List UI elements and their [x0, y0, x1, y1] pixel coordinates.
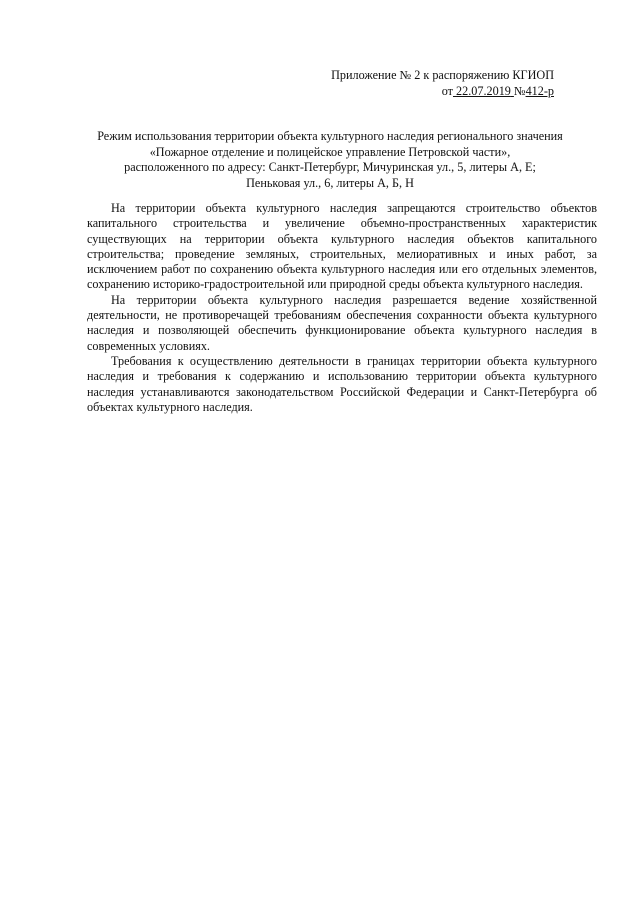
- order-date: 22.07.2019: [456, 84, 511, 98]
- document-title: [60, 129, 600, 191]
- number-prefix: №: [513, 84, 526, 98]
- title-line-1: Режим использования территории объекта культурного наследия регионального значения: [97, 129, 563, 143]
- paragraph-permissions: На территории объекта культурного наследия разрешается ведение хозяйственной деятельности, не противоречащей требованиям обеспечения сохранности объекта культурного наследия и позволяющей обеспечить функционирование объекта культурного наследия в современных условиях.: [87, 292, 597, 353]
- title-line-3: расположенного по адресу: Санкт-Петербург, Мичуринская ул., 5, литеры А, Е;: [124, 160, 536, 174]
- paragraph-requirements: Требования к осуществлению деятельности в границах территории объекта культурного наследия и требования к содержанию и использованию территории объекта культурного наследия устанавливаются законодательством Российской Федерации и Санкт-Петербурга об объектах культурного наследия.: [87, 353, 597, 414]
- paragraph-prohibitions: На территории объекта культурного наследия запрещаются строительство объектов капитального строительства и увеличение объемно-пространственных характеристик существующих на территории объекта культурного наследия объектов капитального строительства; проведение земляных, строительных, мелиоративных и иных работ, за исключением работ по сохранению объекта культурного наследия или его отдельных элементов, сохранению историко-градостроительной или природной среды объекта культурного наследия.: [87, 201, 597, 292]
- appendix-title: Приложение № 2 к распоряжению КГИОП: [331, 68, 554, 82]
- date-prefix: от: [441, 84, 453, 98]
- appendix-date-line: [331, 83, 554, 99]
- document-body: [87, 201, 597, 415]
- title-line-2: «Пожарное отделение и полицейское управление Петровской части»,: [149, 144, 511, 159]
- order-number: 412-р: [525, 84, 554, 98]
- title-line-4: Пеньковая ул., 6, литеры А, Б, Н: [246, 175, 414, 190]
- appendix-header: [331, 67, 554, 99]
